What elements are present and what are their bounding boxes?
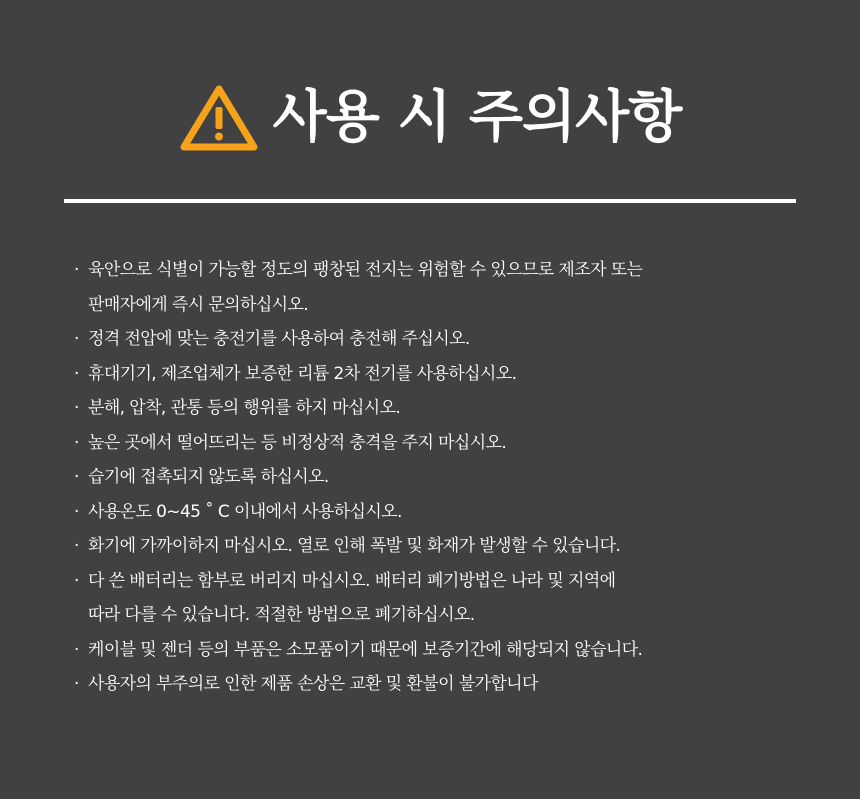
notice-text: 케이블 및 젠더 등의 부품은 소모품이기 때문에 보증기간에 해당되지 않습니다.: [88, 639, 643, 660]
notice-item: [74, 460, 804, 495]
notice-text: 휴대기기, 제조업체가 보증한 리튬 2차 전기를 사용하십시오.: [88, 363, 517, 384]
notice-list: [74, 253, 804, 702]
notice-text: 습기에 접촉되지 않도록 하십시오.: [88, 467, 329, 487]
notice-text: 사용온도 0~45 ˚ C 이내에서 사용하십시오.: [88, 501, 402, 522]
bullet: ·: [74, 467, 79, 487]
notice-item: [74, 667, 804, 702]
notice-text: 화기에 가까이하지 마십시오. 열로 인해 폭발 및 화재가 발생할 수 있습니다.: [88, 536, 621, 556]
notice-text: 높은 곳에서 떨어뜨리는 등 비정상적 충격을 주지 마십시오.: [88, 432, 507, 453]
notice-item: [74, 391, 804, 426]
notice-text: 분해, 압착, 관통 등의 행위를 하지 마십시오.: [88, 398, 401, 418]
notice-text: 정격 전압에 맞는 충전기를 사용하여 충전해 주십시오.: [88, 329, 470, 349]
bullet: ·: [74, 432, 79, 453]
notice-item: [74, 322, 804, 357]
notice-item: [74, 426, 804, 461]
notice-item: [74, 495, 804, 530]
bullet: ·: [74, 329, 79, 349]
notice-item: [74, 253, 804, 322]
bullet: ·: [74, 398, 79, 418]
header: [0, 78, 860, 158]
bullet: ·: [74, 674, 79, 694]
notice-item: [74, 633, 804, 668]
notice-item: [74, 529, 804, 564]
bullet: ·: [74, 260, 79, 280]
page-title: 사용 시 주의사항: [272, 85, 682, 150]
notice-text: 다 쓴 배터리는 함부로 버리지 마십시오. 배터리 폐기방법은 나라 및 지역에 따라 다를 수 있습니다. 적절한 방법으로 폐기하십시오.: [88, 570, 616, 625]
bullet: ·: [74, 363, 79, 384]
bullet: ·: [74, 501, 79, 522]
warning-triangle-icon: [179, 83, 259, 153]
notice-item: [74, 564, 804, 633]
notice-item: [74, 357, 804, 392]
bullet: ·: [74, 536, 79, 556]
notice-text: 사용자의 부주의로 인한 제품 손상은 교환 및 환불이 불가합니다: [88, 674, 538, 694]
notice-text: 육안으로 식별이 가능할 정도의 팽창된 전지는 위험할 수 있으므로 제조자 또는 판매자에게 즉시 문의하십시오.: [88, 260, 643, 315]
bullet: ·: [74, 639, 79, 660]
bullet: ·: [74, 570, 79, 591]
header-divider: [64, 199, 796, 203]
